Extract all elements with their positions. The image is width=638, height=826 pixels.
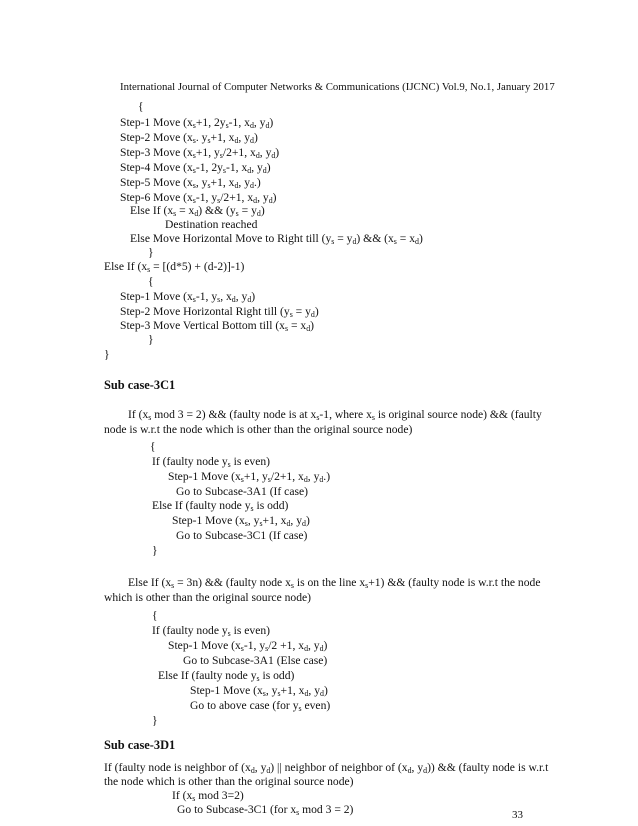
step-line: Step-2 Move Horizontal Right till $(y_s = y_d)$ bbox=[120, 305, 319, 319]
open-brace: { bbox=[148, 275, 154, 288]
step-line: Step-2 Move ($x_s$. $y_s+1$, $x_d$, $y_d$) bbox=[120, 131, 258, 145]
open-brace: { bbox=[152, 609, 158, 622]
close-brace: } bbox=[152, 714, 158, 727]
step-line: Step-1 Move ($x_s+1$, $2y_s-1$, $x_d$, $y_d$) bbox=[120, 116, 274, 130]
if-line: If ($x_s$ mod 3=2) bbox=[172, 789, 244, 803]
paragraph-line: which is other than the original source node) bbox=[104, 591, 312, 604]
page-number: 33 bbox=[512, 809, 523, 821]
close-brace: } bbox=[148, 333, 154, 346]
paragraph-line: the node which is other than the original source node) bbox=[104, 775, 354, 788]
goto-line: Go to Subcase-3A1 (Else case) bbox=[183, 654, 328, 667]
step-line: Step-1 Move ($x_s+1$, $y_s/2+1$, $x_d$, $y_d$.) bbox=[168, 470, 331, 484]
step-line: Step-3 Move ($x_s+1$, $y_s/2+1$, $x_d$, $y_d$) bbox=[120, 146, 280, 160]
running-header: International Journal of Computer Networks & Communications (IJCNC) Vol.9, No.1, January 2017 bbox=[120, 81, 555, 93]
close-brace: } bbox=[152, 544, 158, 557]
step-line: Step-1 Move ($x_s$, $y_s+1$, $x_d$, $y_d$) bbox=[190, 684, 328, 698]
section-heading: Sub case-3D1 bbox=[104, 738, 176, 752]
paragraph-line: If (faulty node is neighbor of ($x_d$, $y_d$) || neighbor of neighbor of ($x_d$, $y_d$)) && (faulty node is w.r.t bbox=[104, 761, 549, 775]
goto-line: Go to above case (for $y_s$ even) bbox=[190, 699, 331, 713]
else-if-line: Else If $(x_s = x_d)$ && $(y_s = y_d)$ bbox=[130, 204, 265, 218]
step-line: Step-1 Move ($x_s-1$, $y_s/2 +1$, $x_d$, $y_d$) bbox=[168, 639, 328, 653]
open-brace: { bbox=[150, 440, 156, 453]
goto-line: Go to Subcase-3C1 (for $x_s$ mod 3 = 2) bbox=[177, 803, 354, 817]
goto-line: Go to Subcase-3C1 (If case) bbox=[176, 529, 308, 542]
close-brace: } bbox=[104, 348, 110, 361]
close-brace: } bbox=[148, 246, 154, 259]
section-heading: Sub case-3C1 bbox=[104, 378, 176, 392]
step-line: Step-6 Move ($x_s-1$, $y_s/2+1$, $x_d$, $y_d$) bbox=[120, 191, 277, 205]
else-if-line: Else If $(x_s = [(d*5) + (d-2)]-1)$ bbox=[104, 260, 245, 274]
else-if-line: Else If (faulty node $y_s$ is odd) bbox=[152, 499, 289, 513]
if-line: If (faulty node $y_s$ is even) bbox=[152, 455, 271, 469]
goto-line: Go to Subcase-3A1 (If case) bbox=[176, 485, 308, 498]
if-line: If (faulty node $y_s$ is even) bbox=[152, 624, 271, 638]
paragraph-line: Else If $(x_s = 3n)$ && (faulty node $x_s$ is on the line $x_s+1$) && (faulty node is w.r.t the node bbox=[128, 576, 541, 590]
result-line: Destination reached bbox=[165, 218, 258, 231]
step-line: Step-1 Move ($x_s-1$, $y_s$, $x_d$, $y_d$) bbox=[120, 290, 256, 304]
step-line: Step-3 Move Vertical Bottom till $(x_s = x_d)$ bbox=[120, 319, 315, 333]
step-line: Step-4 Move ($x_s-1$, $2y_s-1$, $x_d$, $y_d$) bbox=[120, 161, 271, 175]
paragraph-line: node is w.r.t the node which is other than the original source node) bbox=[104, 423, 413, 436]
step-line: Step-5 Move ($x_s$, $y_s+1$, $x_d$, $y_d$.) bbox=[120, 176, 261, 190]
open-brace: { bbox=[138, 100, 144, 113]
step-line: Step-1 Move ($x_s$, $y_s+1$, $x_d$, $y_d$) bbox=[172, 514, 310, 528]
else-move-line: Else Move Horizontal Move to Right till $(y_s = y_d)$ && $(x_s = x_d)$ bbox=[130, 232, 423, 246]
else-if-line: Else If (faulty node $y_s$ is odd) bbox=[158, 669, 295, 683]
paragraph-line: If ($x_s$ mod 3 = 2) && (faulty node is at $x_s-1$, where $x_s$ is original source node) && (faulty bbox=[128, 408, 542, 422]
